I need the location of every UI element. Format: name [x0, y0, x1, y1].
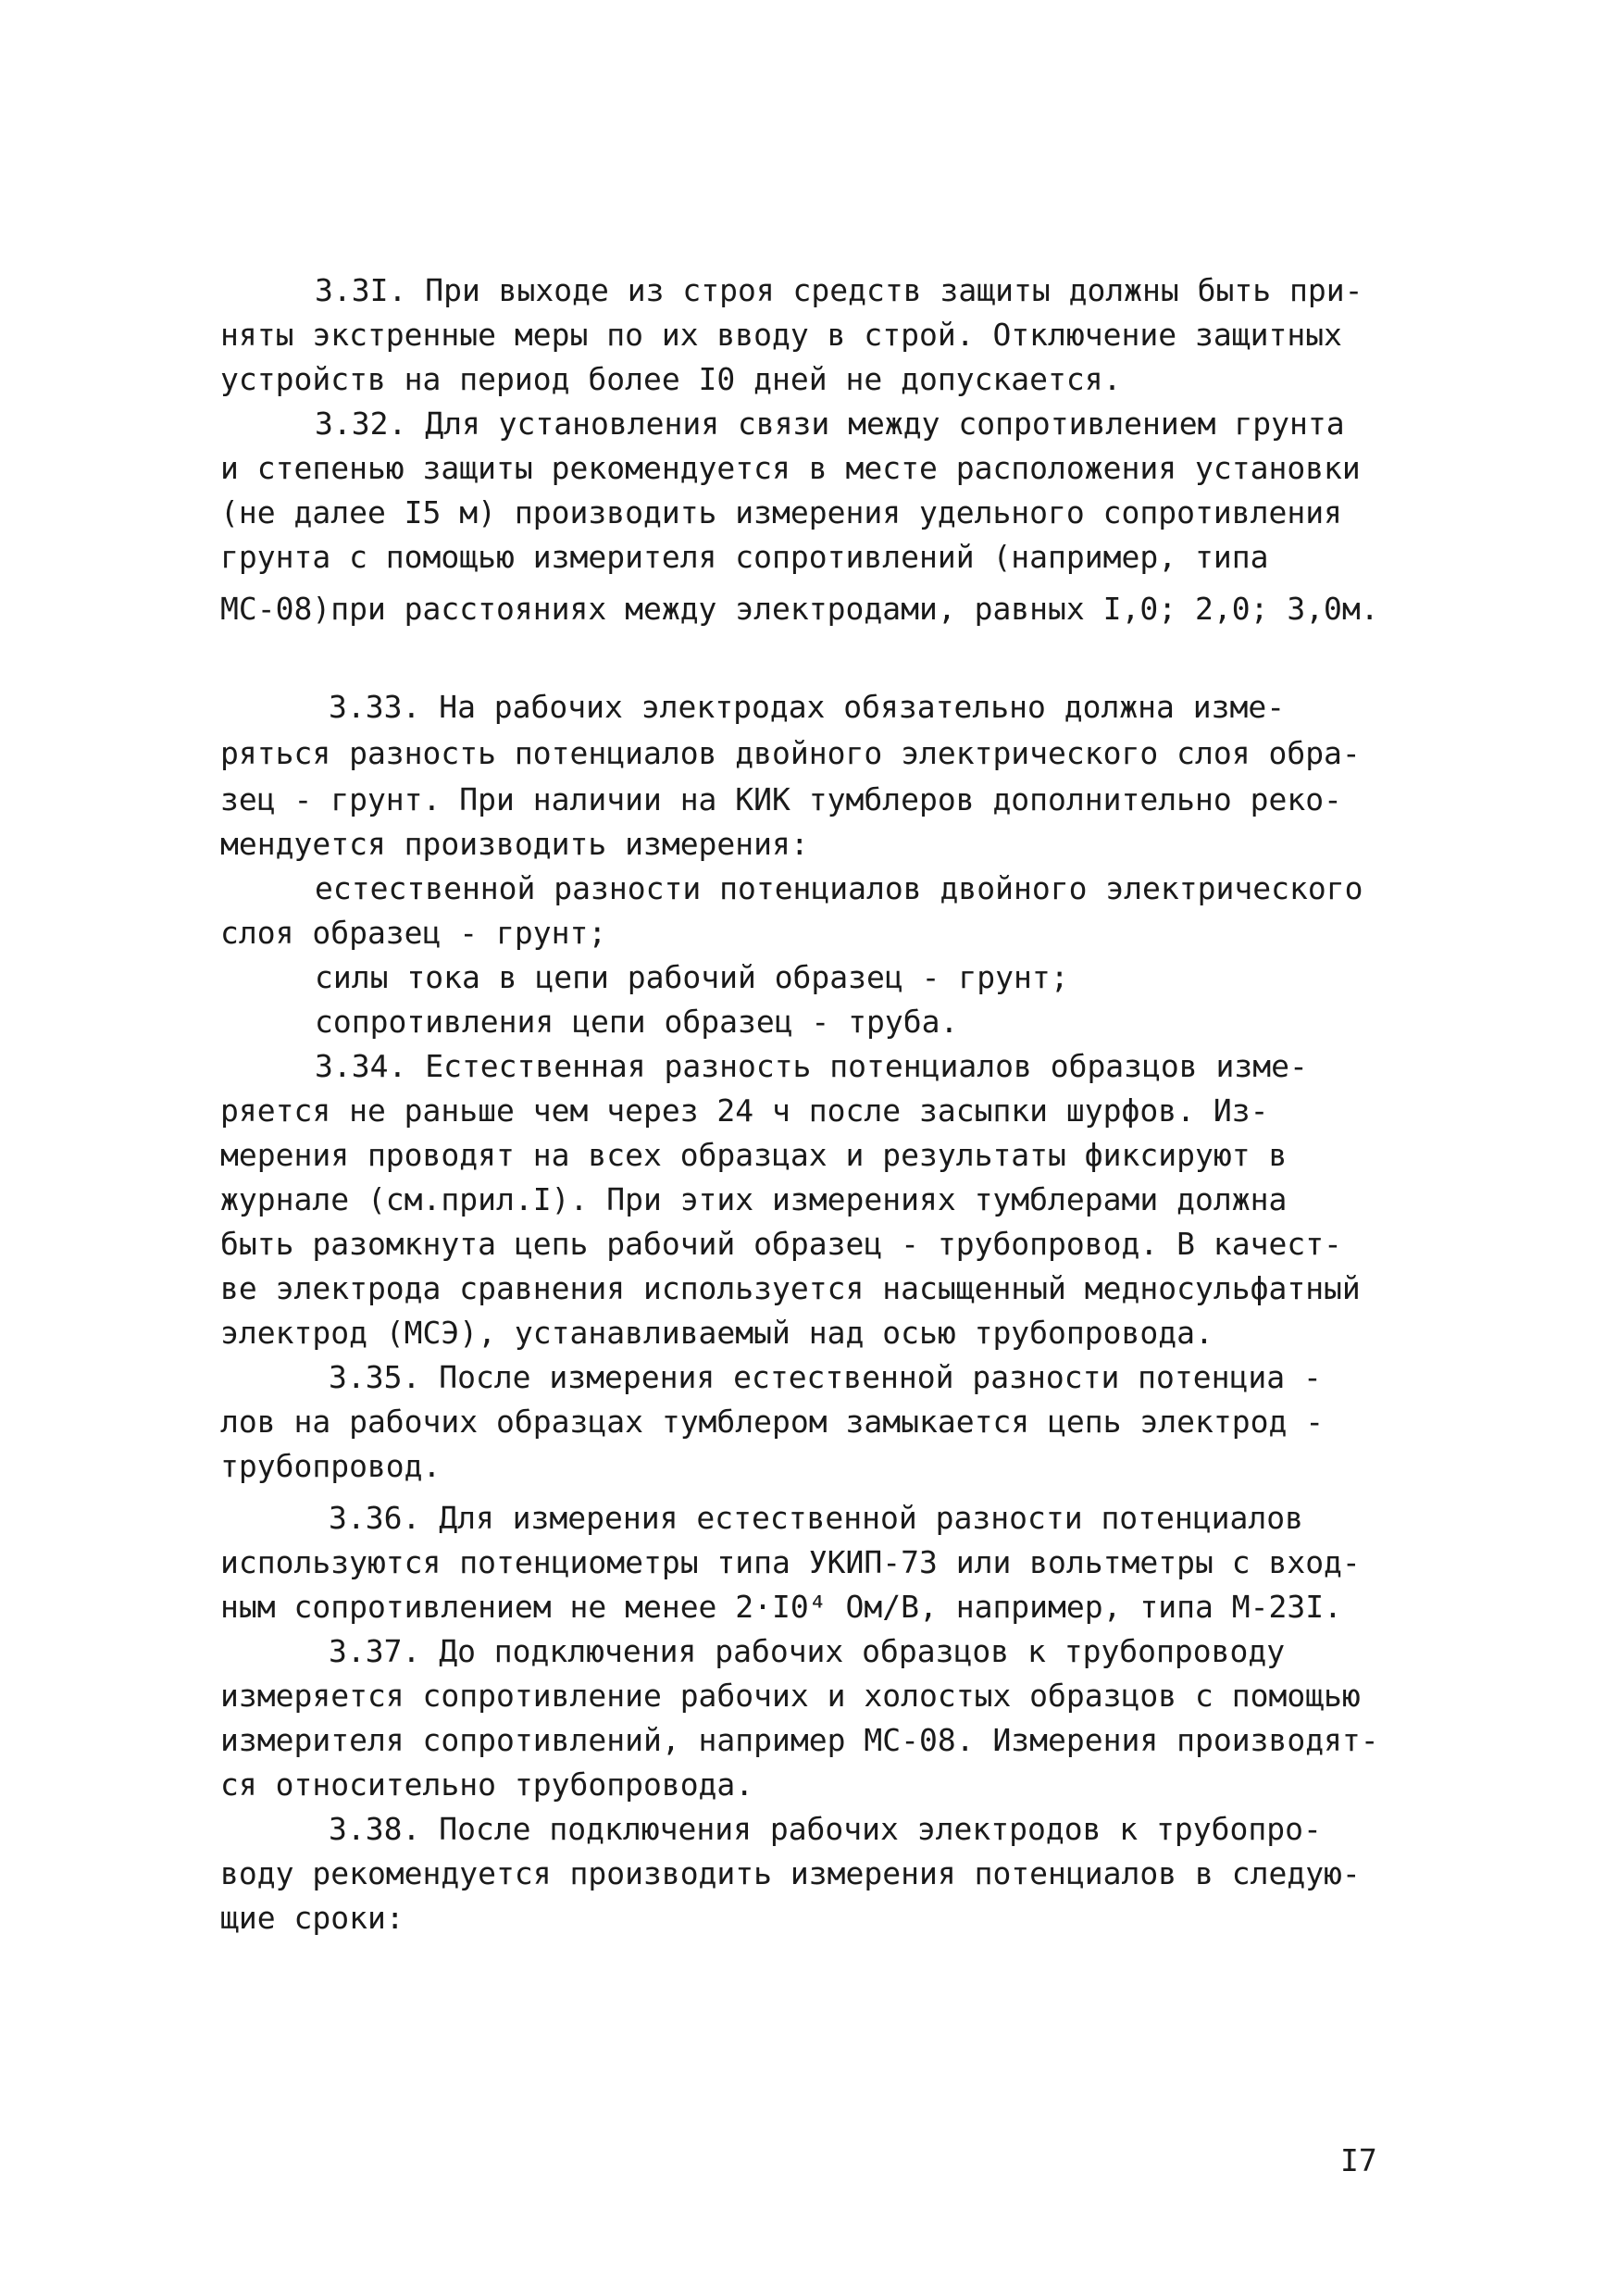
- text-line: используются потенциометры типа УКИП-73 или вольтметры с вход-: [220, 1544, 1361, 1580]
- text-line: ряется не раньше чем через 24 ч после засыпки шурфов. Из-: [220, 1092, 1269, 1129]
- text-line: щие сроки:: [220, 1900, 404, 1936]
- text-line: грунта с помощью измерителя сопротивлений (например, типа: [220, 539, 1269, 575]
- text-line: (не далее I5 м) производить измерения удельного сопротивления: [220, 494, 1342, 530]
- text-line: 3.32. Для установления связи между сопротивлением грунта: [315, 406, 1345, 442]
- text-line: 3.34. Естественная разность потенциалов образцов изме-: [315, 1048, 1308, 1084]
- text-line: и степенью защиты рекомендуется в месте расположения установки: [220, 450, 1361, 486]
- text-line: 3.38. После подключения рабочих электродов к трубопро-: [329, 1811, 1322, 1847]
- text-line: воду рекомендуется производить измерения потенциалов в следую-: [220, 1855, 1361, 1891]
- text-line: измерителя сопротивлений, например МС-08. Измерения производят-: [220, 1722, 1379, 1758]
- text-line: трубопровод.: [220, 1448, 442, 1484]
- text-line: сопротивления цепи образец - труба.: [315, 1004, 959, 1040]
- text-line: МС-08)при расстояниях между электродами, равных I,0; 2,0; 3,0м.: [220, 591, 1379, 627]
- text-line: устройств на период более I0 дней не допускается.: [220, 361, 1122, 397]
- text-line: 3.36. Для измерения естественной разности потенциалов: [329, 1500, 1303, 1536]
- text-line: лов на рабочих образцах тумблером замыкается цепь электрод -: [220, 1404, 1325, 1440]
- text-line: 3.33. На рабочих электродах обязательно должна изме-: [329, 689, 1286, 725]
- text-line: мендуется производить измерения:: [220, 826, 809, 862]
- text-line: слоя образец - грунт;: [220, 915, 607, 951]
- text-line: мерения проводят на всех образцах и результаты фиксируют в: [220, 1137, 1288, 1173]
- text-line: ся относительно трубопровода.: [220, 1766, 754, 1803]
- text-line: ряться разность потенциалов двойного электрического слоя обра-: [220, 735, 1361, 771]
- text-line: зец - грунт. При наличии на КИК тумблеров дополнительно реко-: [220, 781, 1342, 817]
- text-line: 3.35. После измерения естественной разности потенциа -: [329, 1359, 1322, 1395]
- text-line: няты экстренные меры по их вводу в строй. Отключение защитных: [220, 317, 1342, 353]
- text-line: 3.3I. При выходе из строя средств защиты должны быть при-: [315, 272, 1363, 308]
- text-line: силы тока в цепи рабочий образец - грунт;: [315, 959, 1069, 995]
- text-line: быть разомкнута цепь рабочий образец - трубопровод. В качест-: [220, 1226, 1342, 1262]
- page-number: I7: [1340, 2142, 1377, 2178]
- text-line: журнале (см.прил.I). При этих измерениях тумблерами должна: [220, 1181, 1288, 1217]
- text-line: естественной разности потенциалов двойного электрического: [315, 870, 1363, 906]
- text-line: ным сопротивлением не менее 2·I0⁴ Ом/В, например, типа М-23I.: [220, 1589, 1342, 1625]
- text-line: измеряется сопротивление рабочих и холостых образцов с помощью: [220, 1678, 1361, 1714]
- text-line: электрод (МСЭ), устанавливаемый над осью трубопровода.: [220, 1315, 1214, 1351]
- text-line: ве электрода сравнения используется насыщенный медносульфатный: [220, 1270, 1361, 1306]
- text-line: 3.37. До подключения рабочих образцов к трубопроводу: [329, 1633, 1286, 1669]
